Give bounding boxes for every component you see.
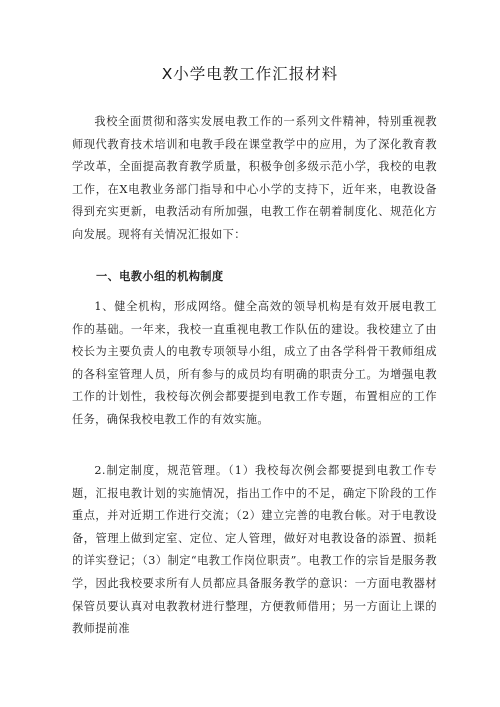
intro-paragraph: 我校全面贯彻和落实发展电教工作的一系列文件精神，特别重视教师现代教育技术培训和电教手段在课堂教学中的应用，为了深化教育教学改革，全面提高教育教学质量，积极争创多级示范小学，我校的电教工作，在X电教业务部门指导和中心小学的支持下，近年来，电教设备得到充实更新，电教活动有所加强，电教工作在朝着制度化、规范化方向发展。现将有关情况汇报如下： — [72, 115, 437, 241]
document-title: X小学电教工作汇报材料 — [161, 65, 339, 83]
body-paragraph-organization: 1、健全机构，形成网络。健全高效的领导机构是有效开展电教工作的基础。一年来，我校一直重视电教工作队伍的建设。我校建立了由校长为主要负责人的电教专项领导小组，成立了由各学科骨干教师组成的各科室管理人员，所有参与的成员均有明确的职责分工。为增强电教工作的计划性，我校每次例会都要提到电教工作专题，布置相应的工作任务，确保我校电教工作的有效实施。 — [72, 300, 437, 426]
section-heading: 一、电教小组的机构制度 — [96, 269, 224, 283]
body-paragraph-management: 2.制定制度，规范管理。（1）我校每次例会都要提到电教工作专题，汇报电教计划的实施情况，指出工作中的不足，确定下阶段的工作重点，并对近期工作进行交流；（2）建立完善的电教台帐。对于电教设备，管理上做到定室、定位、定人管理，做好对电教设备的添置、损耗的详实登记；（3）制定“电教工作岗位职责”。电教工作的宗旨是服务教学，因此我校要求所有人员都应具备服务教学的意识：一方面电教器材保管员要认真对电教教材进行整理，方便教师借用；另一方面让上课的教师提前准 — [72, 464, 437, 636]
